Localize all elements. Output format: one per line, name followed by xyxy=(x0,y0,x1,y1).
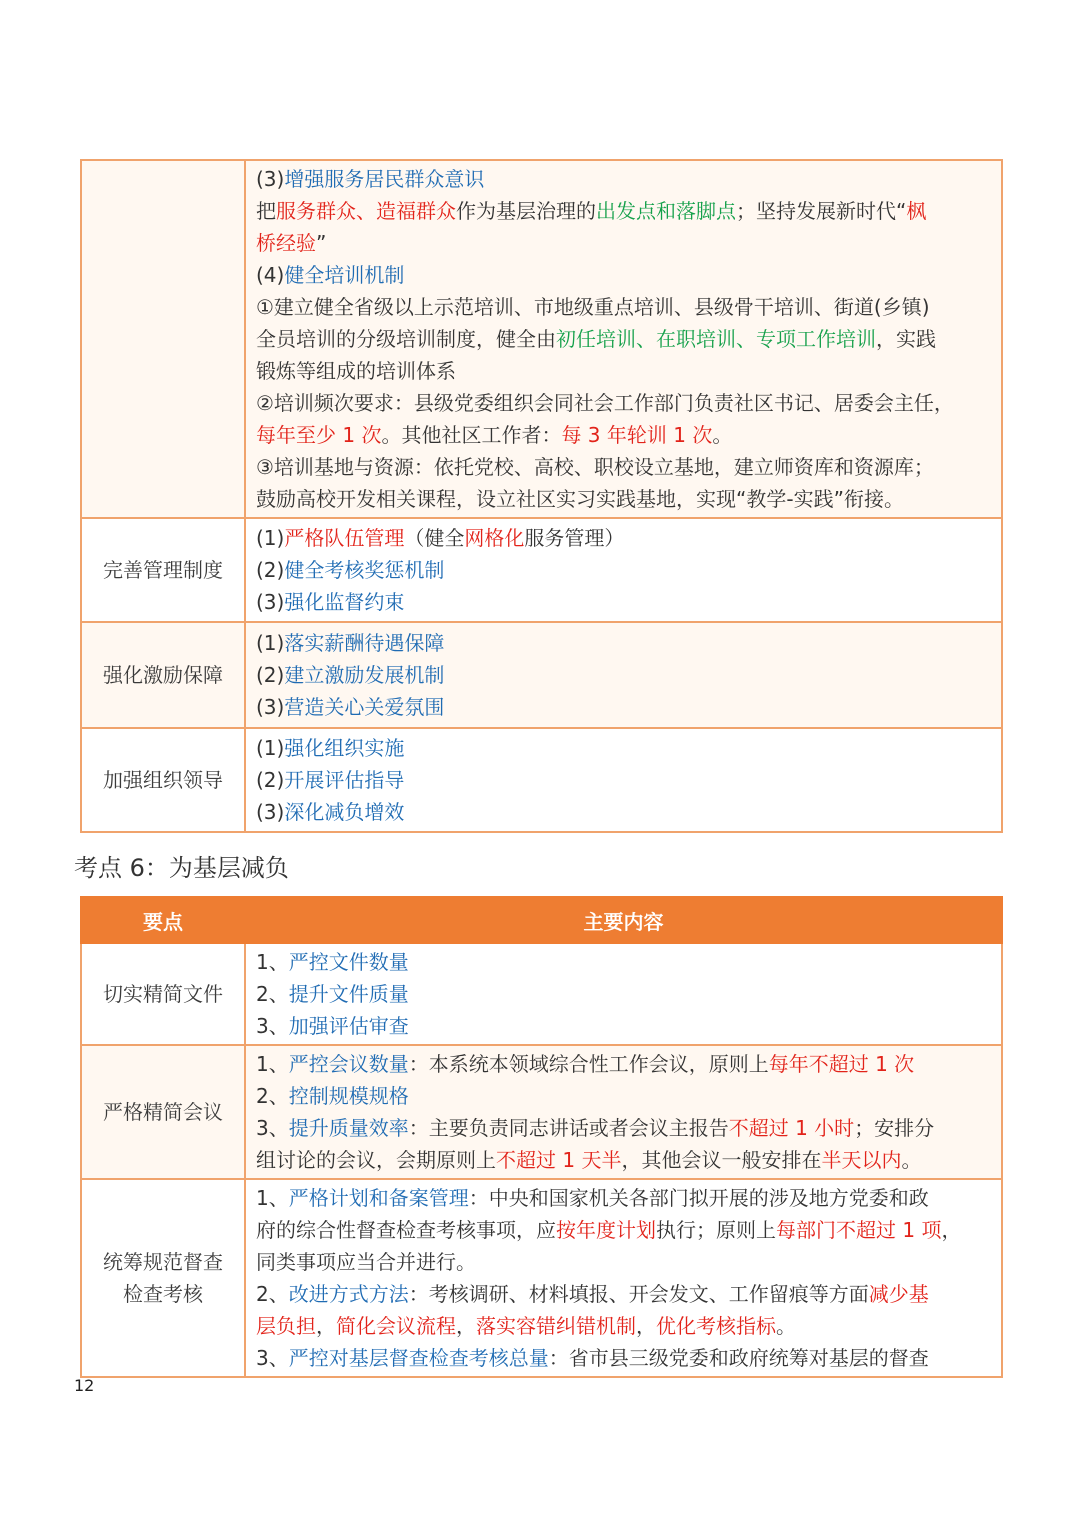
list-item: 2、控制规模规格 xyxy=(256,1084,409,1108)
text-line: ①建立健全省级以上示范培训、市地级重点培训、县级骨干培训、街道(乡镇) xyxy=(256,295,930,319)
row-content xyxy=(245,1179,1002,1377)
list-item: (2)健全考核奖惩机制 xyxy=(256,558,445,582)
row-key: 完善管理制度 xyxy=(81,518,245,622)
row-key: 严格精简会议 xyxy=(81,1045,245,1179)
row-content xyxy=(245,1045,1002,1179)
row-content xyxy=(245,728,1002,832)
text-line: 把服务群众、造福群众作为基层治理的出发点和落脚点；坚持发展新时代“枫 xyxy=(256,199,927,223)
text-line: 桥经验” xyxy=(256,231,327,255)
list-item: 3、提升质量效率：主要负责同志讲话或者会议主报告不超过 1 小时；安排分 xyxy=(256,1116,935,1140)
row-key: 切实精简文件 xyxy=(81,943,245,1045)
list-item: 1、严格计划和备案管理：中央和国家机关各部门拟开展的涉及地方党委和政 xyxy=(256,1186,929,1210)
row-key-line: 检查考核 xyxy=(123,1282,203,1306)
row-key: 强化激励保障 xyxy=(81,622,245,728)
list-item: 3、严控对基层督查检查考核总量：省市县三级党委和政府统筹对基层的督查 xyxy=(256,1346,929,1370)
list-item: (3)营造关心关爱氛围 xyxy=(256,695,445,719)
text-line: 组讨论的会议，会期原则上不超过 1 天半，其他会议一般安排在半天以内。 xyxy=(256,1148,922,1172)
column-header: 要点 xyxy=(81,897,245,943)
list-item: (1)严格队伍管理（健全网格化服务管理） xyxy=(256,526,625,550)
page-number: 12 xyxy=(74,1376,95,1395)
list-item: (1)强化组织实施 xyxy=(256,736,405,760)
row-content xyxy=(245,943,1002,1045)
table-row xyxy=(81,1179,1002,1377)
list-item: (3)增强服务居民群众意识 xyxy=(256,167,485,191)
row-content xyxy=(245,622,1002,728)
text-line: 层负担，简化会议流程，落实容错纠错机制，优化考核指标。 xyxy=(256,1314,796,1338)
list-item: (3)强化监督约束 xyxy=(256,590,405,614)
text-line: ②培训频次要求：县级党委组织会同社会工作部门负责社区书记、居委会主任， xyxy=(256,391,954,415)
row-content xyxy=(245,160,1002,518)
list-item: 2、改进方式方法：考核调研、材料填报、开会发文、工作留痕等方面减少基 xyxy=(256,1282,929,1306)
text-line: 每年至少 1 次。其他社区工作者：每 3 年轮训 1 次。 xyxy=(256,423,733,447)
table-row xyxy=(81,160,1002,518)
list-item: (1)落实薪酬待遇保障 xyxy=(256,631,445,655)
section-title: 考点 6：为基层减负 xyxy=(74,854,289,882)
text-line: 锻炼等组成的培训体系 xyxy=(256,359,456,383)
table-header-row xyxy=(81,897,1002,943)
list-item: (4)健全培训机制 xyxy=(256,263,405,287)
table-row xyxy=(81,622,1002,728)
list-item: 1、严控文件数量 xyxy=(256,950,409,974)
row-content xyxy=(245,518,1002,622)
text-line: 鼓励高校开发相关课程，设立社区实习实践基地，实现“教学-实践”衔接。 xyxy=(256,487,904,511)
table-row xyxy=(81,1045,1002,1179)
burden-reduction-table xyxy=(80,896,1003,1378)
table-row xyxy=(81,943,1002,1045)
list-item: 2、提升文件质量 xyxy=(256,982,409,1006)
table-row xyxy=(81,518,1002,622)
row-key xyxy=(81,1179,245,1377)
row-key-empty xyxy=(81,160,245,518)
text-line: 同类事项应当合并进行。 xyxy=(256,1250,476,1274)
list-item: (3)深化减负增效 xyxy=(256,800,405,824)
text-line: 全员培训的分级培训制度，健全由初任培训、在职培训、专项工作培训，实践 xyxy=(256,327,936,351)
table-row xyxy=(81,728,1002,832)
text-line: 府的综合性督查检查考核事项，应按年度计划执行；原则上每部门不超过 1 项， xyxy=(256,1218,962,1242)
text-line: ③培训基地与资源：依托党校、高校、职校设立基地，建立师资库和资源库； xyxy=(256,455,934,479)
row-key: 加强组织领导 xyxy=(81,728,245,832)
list-item: 3、加强评估审查 xyxy=(256,1014,409,1038)
measures-table-continued xyxy=(80,159,1003,833)
row-key-line: 统筹规范督查 xyxy=(103,1250,223,1274)
list-item: (2)开展评估指导 xyxy=(256,768,405,792)
column-header: 主要内容 xyxy=(245,897,1002,943)
list-item: (2)建立激励发展机制 xyxy=(256,663,445,687)
list-item: 1、严控会议数量：本系统本领域综合性工作会议，原则上每年不超过 1 次 xyxy=(256,1052,915,1076)
